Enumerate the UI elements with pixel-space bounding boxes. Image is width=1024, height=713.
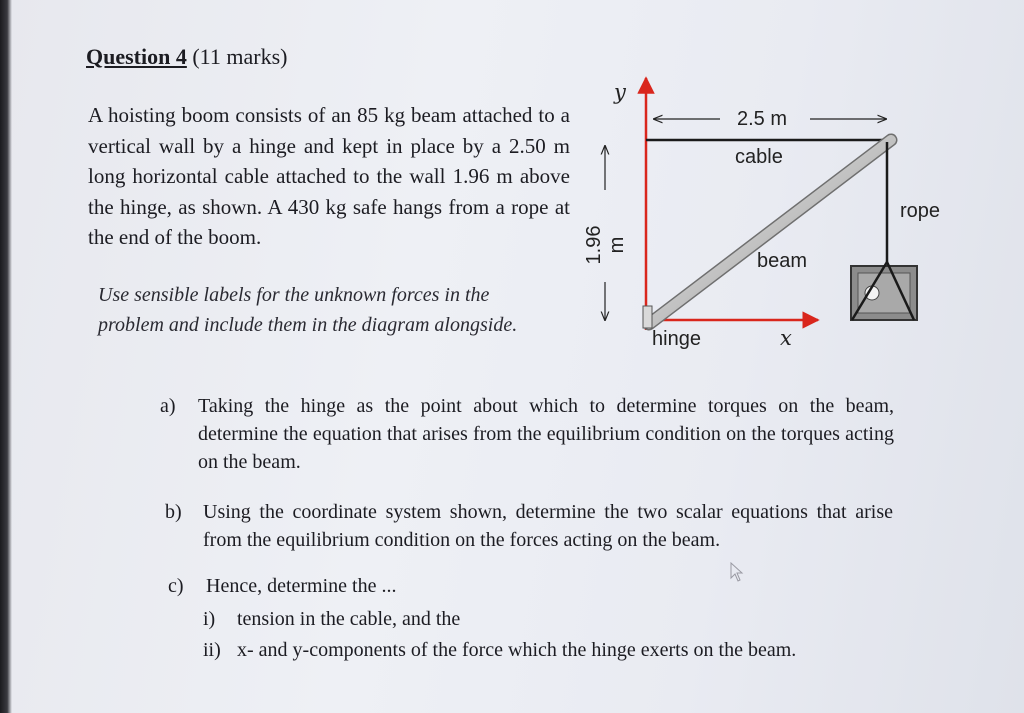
y-axis-label: y [614,80,626,104]
rope-label: rope [900,200,941,222]
part-c-label: c) [168,575,184,597]
part-b-label: b) [165,501,182,523]
screen-edge-shadow [0,0,12,713]
sub-i-label: i) [203,608,216,630]
question-heading [86,44,287,70]
problem-statement: A hoisting boom consists of an 85 kg beam attached to a vertical wall by a hinge and kept in place by a 2.50 m long horizontal cable attached to the wall 1.96 m above the hinge, as shown. A 430 kg safe hangs from a rope at the end of the boom. [88,103,570,249]
mouse-cursor-icon [730,562,744,582]
part-a-text: Taking the hinge as the point about which to determine torques on the beam, determine the equation that arises from the equilibrium condition on the torques acting on the beam. [198,395,894,473]
beam-label: beam [757,250,808,272]
sub-ii-label: ii) [203,639,221,661]
height-label: 1.96 m [583,225,628,265]
hinge-bracket [643,306,652,328]
part-b-text: Using the coordinate system shown, determine the two scalar equations that arise from the equilibrium condition on the forces acting on the beam. [203,501,893,551]
cable-label: cable [735,146,783,168]
hinge-label: hinge [652,328,701,350]
part-c-text: Hence, determine the ... [206,575,397,597]
width-label: 2.5 m [737,108,788,130]
part-a-label: a) [160,395,176,417]
question-title: Question 4 [86,44,187,69]
boom-diagram [580,60,940,360]
question-marks: (11 marks) [192,44,288,69]
sub-i-text: tension in the cable, and the [237,608,461,630]
instruction-text: Use sensible labels for the unknown forces in the problem and include them in the diagram alongside. [98,284,518,336]
sub-ii-text: x- and y-components of the force which the hinge exerts on the beam. [237,639,797,661]
x-axis-label: x [780,326,792,350]
